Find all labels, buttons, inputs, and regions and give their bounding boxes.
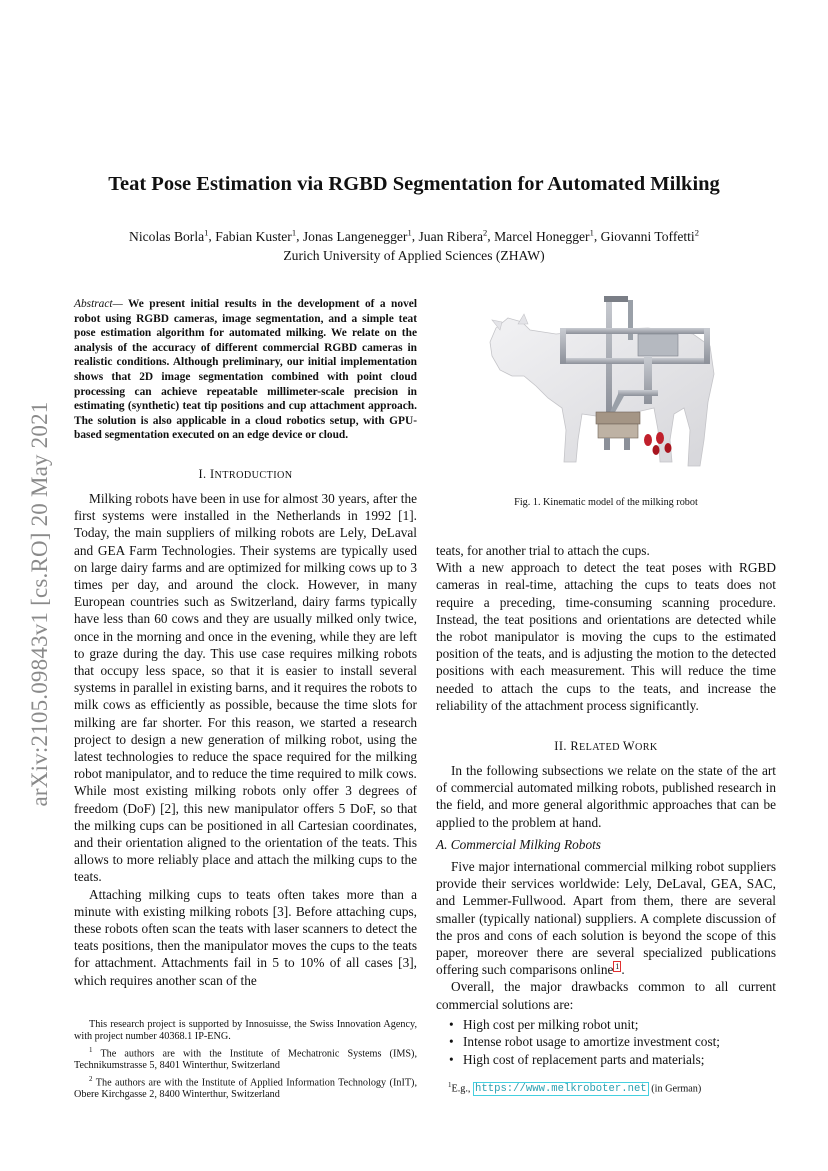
author-list: Nicolas Borla$^1$, Fabian Kuster$^1$, Jonas Langenegger$^1$, Juan Ribera$^2$, Marcel Honegger$^1$, Giovanni Toffetti$^2$ — [129, 227, 699, 244]
abstract-label: Abstract — [74, 298, 113, 310]
paragraph: Attaching milking cups to teats often takes more than a minute with existing milking robots [3]. Before attaching cups, these robots often scan the teats with laser scanners to detect the teats positions, then the manipulator moves the cups to the teats for attachment. Attachments fail in 5 to 10% of all cases [3], which requires another scan of the — [74, 886, 417, 988]
footnote-1: $^1$ The authors are with the Institute of Mechatronic Systems (IMS), Technikumstrasse 5, 8401 Winterthur, Switzerland — [74, 1045, 417, 1072]
footnote-2: $^2$ The authors are with the Institute of Applied Information Technology (InIT), Obere Kirchgasse 2, 8400 Winterthur, Switzerland — [74, 1074, 417, 1101]
footnote-link[interactable]: 1 — [615, 961, 620, 971]
author: Giovanni Toffetti$^2$ — [600, 227, 699, 244]
figure-caption: Fig. 1. Kinematic model of the milking robot — [514, 497, 698, 508]
arxiv-text: arXiv:2105.09843v1 [cs.RO] 20 May 2021 — [27, 401, 52, 807]
paragraph: Five major international commercial milking robot suppliers provide their services worldwide: Lely, DeLaval, GEA, SAC, and Lemmer-Fullwood. Apart from them, there are several smaller (typically national) suppliers. A complete discussion of the pros and cons of each solution is beyond the scope of this paper, moreover there are several specialized publications offering such comparisons online $^1$ . — [436, 859, 776, 978]
introduction-body — [74, 490, 417, 989]
cow-shape — [490, 314, 714, 466]
figure-robot-cow-illustration — [478, 290, 740, 474]
subsection-heading: A. Commercial Milking Robots — [436, 836, 601, 852]
author: Juan Ribera$^2$ — [418, 227, 488, 244]
author: Marcel Honegger$^1$ — [494, 227, 594, 244]
paragraph: teats, for another trial to attach the cups. — [436, 543, 650, 558]
paper-title: Teat Pose Estimation via RGBD Segmentation for Automated Milking — [108, 173, 720, 195]
paragraph: In the following subsections we relate on the state of the art of commercial automated milking robots, published research in the field, and more general algorithmic approaches that can be applied to the problem at hand. — [436, 763, 776, 830]
paragraph: Overall, the major drawbacks common to all current commercial solutions are: — [436, 979, 776, 1012]
related-work-body — [436, 762, 776, 1068]
footnote-right: $^1$E.g., https://www.melkroboter.net (in German) — [448, 1081, 702, 1096]
paragraph: Milking robots have been in use for almost 30 years, after the first systems were installed in the Netherlands in 1992 [1]. Today, the main suppliers of milking robots are Lely, DeLaval and GEA Farm Technologies. Their systems are typically used on large dairy farms and are optimized for milking cows up to 3 times per day, and around the clock. However, in many European countries such as Switzerland, dairy farms typically have less than 60 cows and they are usually milked only twice, once in the morning and once in the evening, while they are left to graze during the day. This use case requires milking robots that occupy less space, so that it is easier to install several systems in parallel in existing barns, and it requires the robots to milk cows as efficiently as possible, because the time slots for milking are far shorter. For this reason, we started a research project to design a new generation of milking robot, using the latest technologies to reduce the space required for the milking robot manipulator, and to reduce the time required to milk cows. — [74, 491, 417, 782]
footnote-url-link[interactable]: https://www.melkroboter.net — [475, 1083, 647, 1096]
footnotes-left — [74, 1019, 417, 1102]
author: Fabian Kuster$^1$ — [215, 227, 297, 244]
right-column-body — [436, 542, 776, 714]
section-heading-introduction: I. INTRODUCTION — [198, 467, 293, 481]
author-block — [0, 223, 828, 265]
abstract-text: We present initial results in the development of a novel robot using RGBD cameras, image segmentation, and a simple teat pose estimation algorithm for automated milking. We relate on the analysis of the accuracy of different commercial RGBD cameras in realistic conditions. Although preliminary, our initial implementation shows that 2D image segmentation combined with point cloud processing can achieve repeatable millimeter-scale precision in estimating (synthetic) teat tip positions and cup attachment approach. The solution is also applicable in a cloud robotics setup, with GPU-based segmentation executed on an edge device or cloud. — [74, 298, 417, 442]
footnote-support: This research project is supported by Innosuisse, the Swiss Innovation Agency, with project number 40368.1 IP-ENG. — [74, 1019, 417, 1043]
section-heading-related-work: II. RELATED WORK — [554, 739, 658, 753]
author: Jonas Langenegger$^1$ — [302, 227, 412, 244]
affiliation: Zurich University of Applied Sciences (ZHAW) — [283, 247, 545, 263]
list-item: • High cost per milking robot unit; — [463, 1016, 776, 1033]
paragraph: While most existing milking robots only offer 3 degrees of freedom (DoF) [2], this new manipulator offers 5 DoF, so that the milking cups can be positioned in all Cartesian coordinates, and their orientation aligned to the orientation of the teats. This allows to more reliably place and attach the milking cups to the teats. — [74, 783, 417, 885]
arxiv-identifier — [18, 356, 62, 852]
author: Nicolas Borla$^1$ — [129, 227, 209, 244]
list-item: • Intense robot usage to amortize investment cost; — [463, 1033, 776, 1050]
paragraph: With a new approach to detect the teat poses with RGBD cameras in real-time, attaching the cups to teats does not require a preceding, time-consuming scanning procedure. Instead, the teat positions and orientations are detected while the robot manipulator is moving the cups to the estimated position of the teats, and is adjusting the motion to the detected positions with each measurement. This will reduce the time needed to attach the cups to the teats, and increase the reliability of the attachment process significantly. — [436, 560, 776, 713]
abstract: Abstract— We present initial results in the development of a novel robot using RGBD cameras, image segmentation, and a simple teat pose estimation algorithm for automated milking. We relate on the analysis of the accuracy of different commercial RGBD cameras in realistic conditions. Although preliminary, our initial implementation shows that 2D image segmentation combined with point cloud processing can achieve repeatable millimeter-scale precision in estimating (synthetic) teat tip positions and cup attachment approach. The solution is also applicable in a cloud robotics setup, with GPU-based segmentation executed on an edge device or cloud. — [74, 298, 417, 442]
list-item: • High cost of replacement parts and materials; — [463, 1051, 776, 1068]
drawbacks-list — [436, 1016, 776, 1068]
